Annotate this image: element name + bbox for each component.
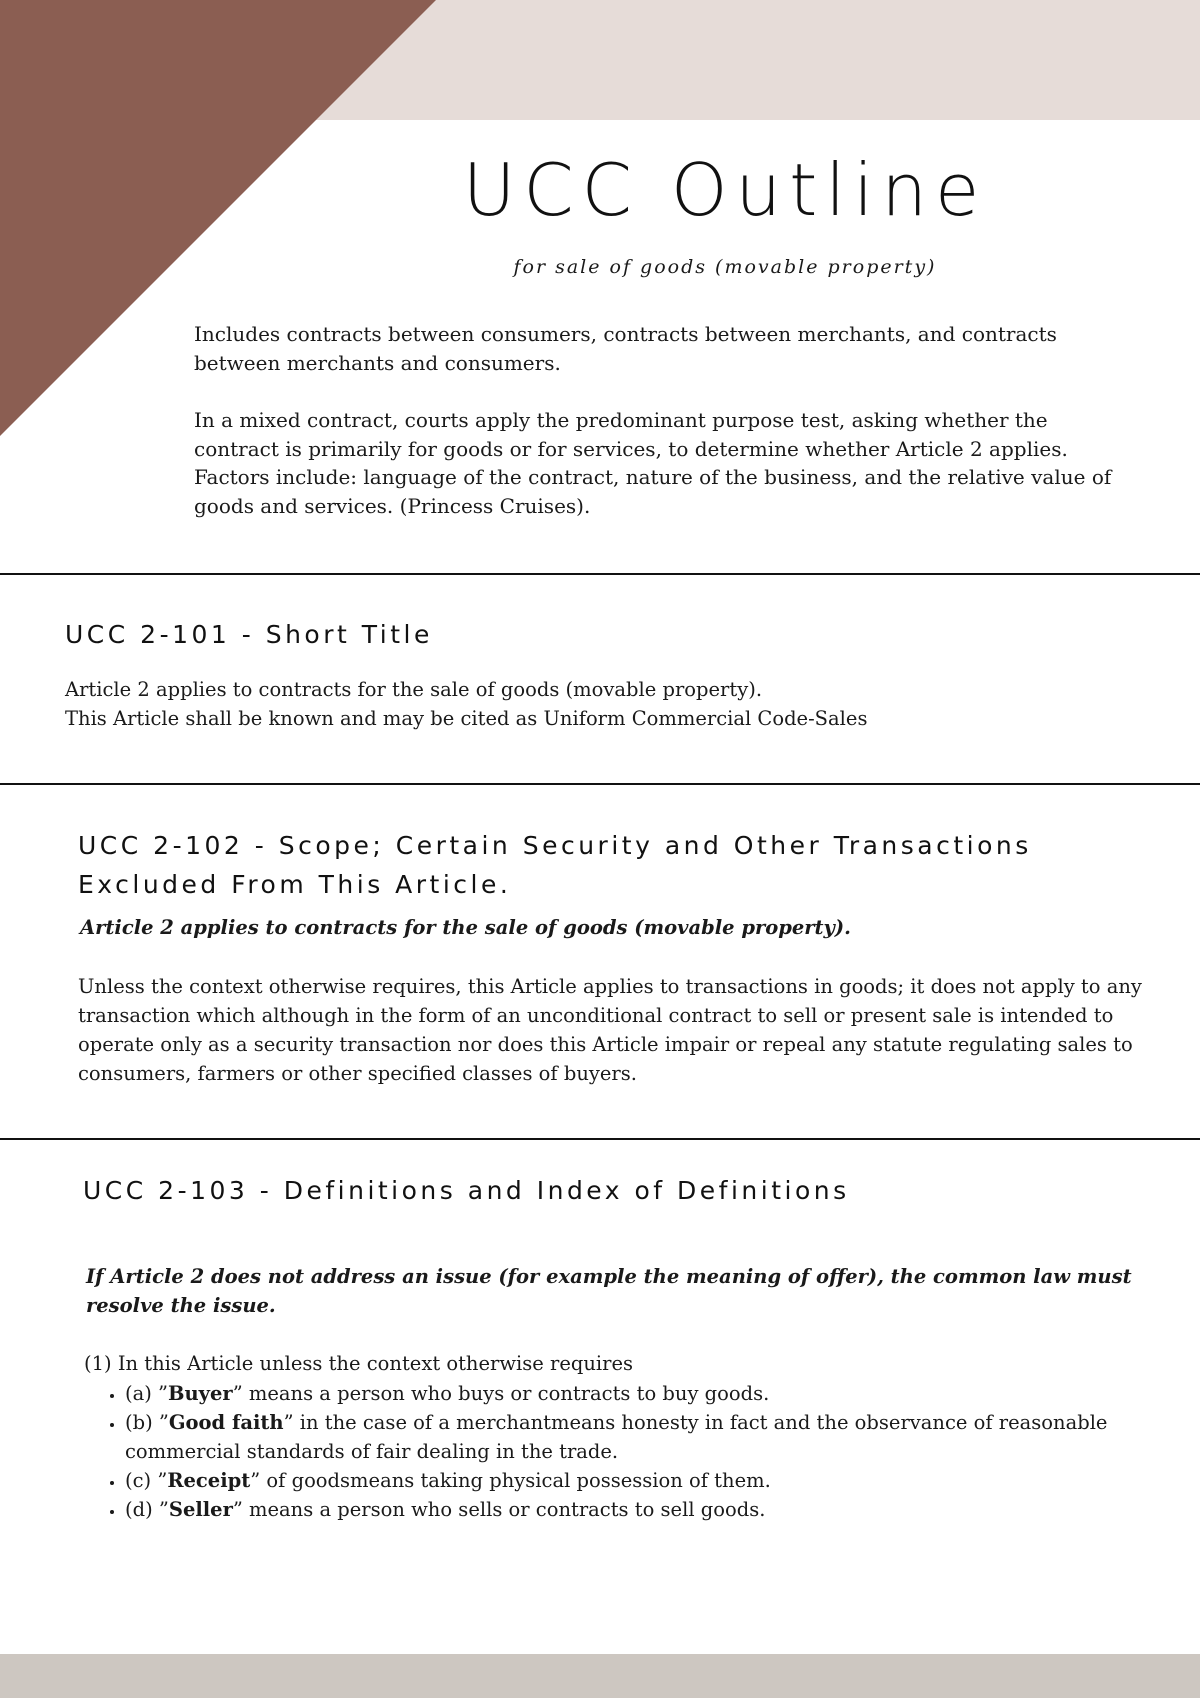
section-heading-line: UCC 2-102 - Scope; Certain Security and Other Transactions <box>78 831 1032 860</box>
intro-paragraph: In a mixed contract, courts apply the predominant purpose test, asking whether the contract is primarily for goods or for services, to determine whether Article 2 applies. Factors include: language of the contract, nature of the business, and the relative value of goods and services. (Princess Cruises). <box>194 408 1112 518</box>
section-body-2-101 <box>65 676 1165 733</box>
definition-term: Buyer <box>168 1382 233 1405</box>
section-heading-2-101: UCC 2-101 - Short Title <box>65 620 433 649</box>
section-divider <box>0 783 1200 785</box>
definition-item <box>125 1408 1200 1466</box>
page-title: UCC Outline <box>462 148 988 232</box>
page-subtitle: for sale of goods (movable property) <box>513 256 937 278</box>
section-heading-2-103: UCC 2-103 - Definitions and Index of Definitions <box>83 1176 850 1205</box>
intro-paragraph: Includes contracts between consumers, contracts between merchants, and contracts between merchants and consumers. <box>194 322 1057 375</box>
section-body-2-102: Unless the context otherwise requires, this Article applies to transactions in goods; it does not apply to any transaction which although in the form of an unconditional contract to sell or present sale is intended to operate only as a security transaction nor does this Article impair or repeal any statute regulating sales to consumers, farmers or other specified classes of buyers. <box>78 975 1142 1085</box>
section-line: This Article shall be known and may be cited as Uniform Commercial Code-Sales <box>65 706 868 730</box>
bottom-band <box>0 1654 1200 1698</box>
definition-term: Good faith <box>168 1411 284 1434</box>
section-divider <box>0 573 1200 575</box>
section-heading-2-102 <box>78 826 1178 904</box>
definitions-intro: (1) In this Article unless the context otherwise requires <box>84 1352 634 1375</box>
definition-text: ” of goodsmeans taking physical possession of them. <box>250 1469 771 1492</box>
definition-item <box>125 1495 1200 1524</box>
section-lead-2-103: If Article 2 does not address an issue (for example the meaning of offer), the common law must resolve the issue. <box>86 1265 1132 1317</box>
definition-prefix: (c) ” <box>125 1469 168 1492</box>
definitions-list <box>106 1379 1200 1524</box>
definition-text: ” means a person who sells or contracts to sell goods. <box>232 1498 766 1521</box>
definition-item <box>125 1379 1200 1408</box>
definition-text: ” means a person who buys or contracts to buy goods. <box>232 1382 770 1405</box>
definition-term: Seller <box>168 1498 233 1521</box>
section-line: Article 2 applies to contracts for the sale of goods (movable property). <box>65 678 763 701</box>
intro <box>194 320 1124 549</box>
section-divider <box>0 1138 1200 1140</box>
definition-prefix: (b) ” <box>125 1411 169 1434</box>
section-lead-2-102: Article 2 applies to contracts for the sale of goods (movable property). <box>80 916 851 939</box>
definition-prefix: (a) ” <box>125 1382 169 1405</box>
section-heading-line: Excluded From This Article. <box>78 870 512 899</box>
definition-term: Receipt <box>167 1469 251 1492</box>
definition-item <box>125 1466 1200 1495</box>
definition-text: ” in the case of a merchantmeans honesty in fact and the observance of reasonable commercial standards of fair dealing in the trade. <box>125 1411 1108 1463</box>
definition-prefix: (d) ” <box>125 1498 169 1521</box>
